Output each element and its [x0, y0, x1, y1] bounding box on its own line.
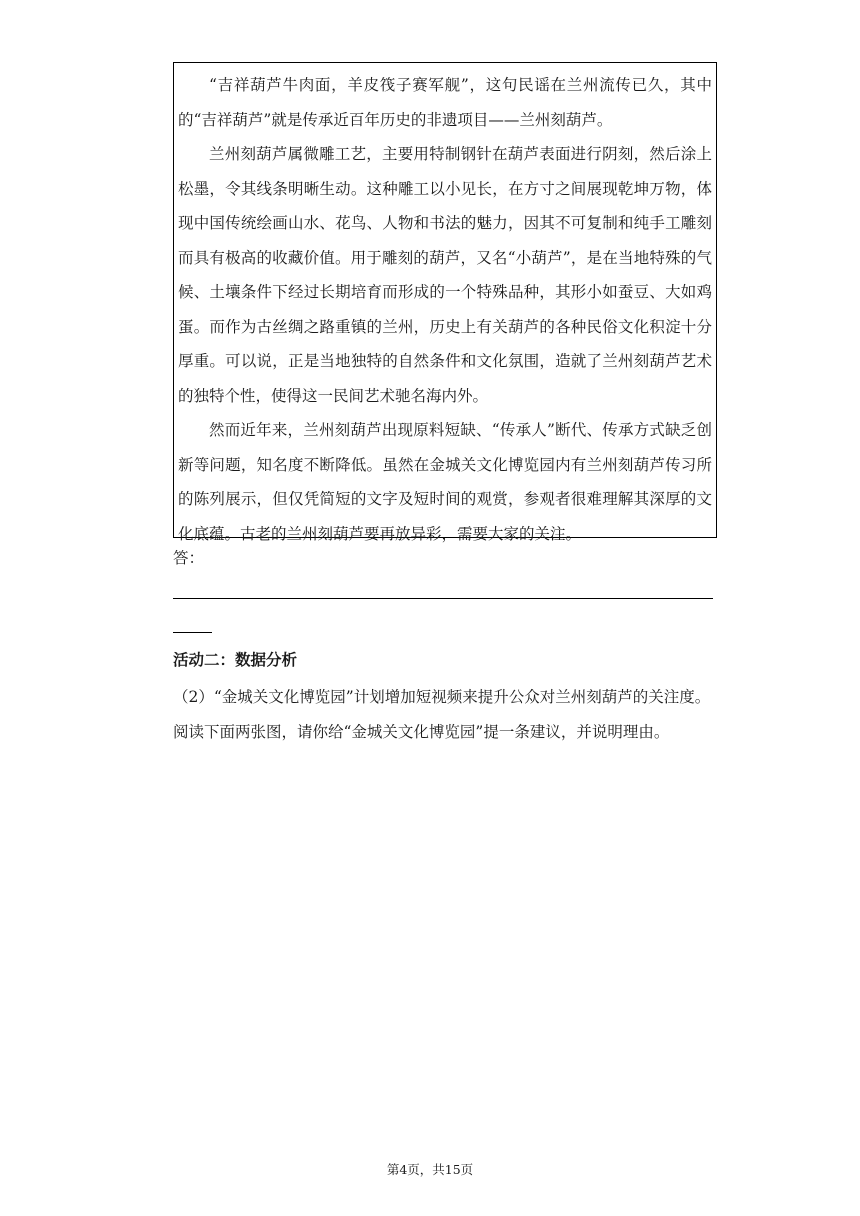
- answer-blank-line-continuation[interactable]: [173, 632, 212, 633]
- question-line-2: 阅读下面两张图，请你给“金城关文化博览园”提一条建议，并说明理由。: [173, 722, 670, 741]
- answer-label: 答：: [173, 549, 205, 567]
- question-text: [173, 680, 723, 749]
- reading-passage-box: [173, 62, 717, 543]
- passage-paragraph-3: 然而近年来，兰州刻葫芦出现原料短缺、“传承人”断代、传承方式缺乏创新等问题，知名度不断降低。虽然在金城关文化博览园内有兰州刻葫芦传习所的陈列展示，但仅凭简短的文字及短时间的观赏，参观者很难理解其深厚的文化底蕴。古老的兰州刻葫芦要再放异彩，需要大家的关注。: [178, 421, 712, 543]
- passage-paragraph-2: 兰州刻葫芦属微雕工艺，主要用特制钢针在葫芦表面进行阴刻，然后涂上松墨，令其线条明晰生动。这种雕工以小见长，在方寸之间展现乾坤万物，体现中国传统绘画山水、花鸟、人物和书法的魅力，因其不可复制和纯手工雕刻而具有极高的收藏价值。用于雕刻的葫芦，又名“小葫芦”，是在当地特殊的气候、土壤条件下经过长期培育而形成的一个特殊品种，其形小如蚕豆、大如鸡蛋。而作为古丝绸之路重镇的兰州，历史上有关葫芦的各种民俗文化积淀十分厚重。可以说，正是当地独特的自然条件和文化氛围，造就了兰州刻葫芦艺术的独特个性，使得这一民间艺术驰名海内外。: [178, 145, 712, 405]
- passage-paragraph-1: “吉祥葫芦牛肉面，羊皮筏子赛军舰”，这句民谣在兰州流传已久，其中的“吉祥葫芦”就是传承近百年历史的非遗项目——兰州刻葫芦。: [178, 76, 712, 129]
- activity-heading: 活动二：数据分析: [173, 651, 298, 669]
- question-line-1: （2）“金城关文化博览园”计划增加短视频来提升公众对兰州刻葫芦的关注度。: [173, 688, 711, 706]
- answer-blank-line[interactable]: [173, 598, 713, 599]
- page-number-footer: 第4页，共15页: [386, 1162, 474, 1177]
